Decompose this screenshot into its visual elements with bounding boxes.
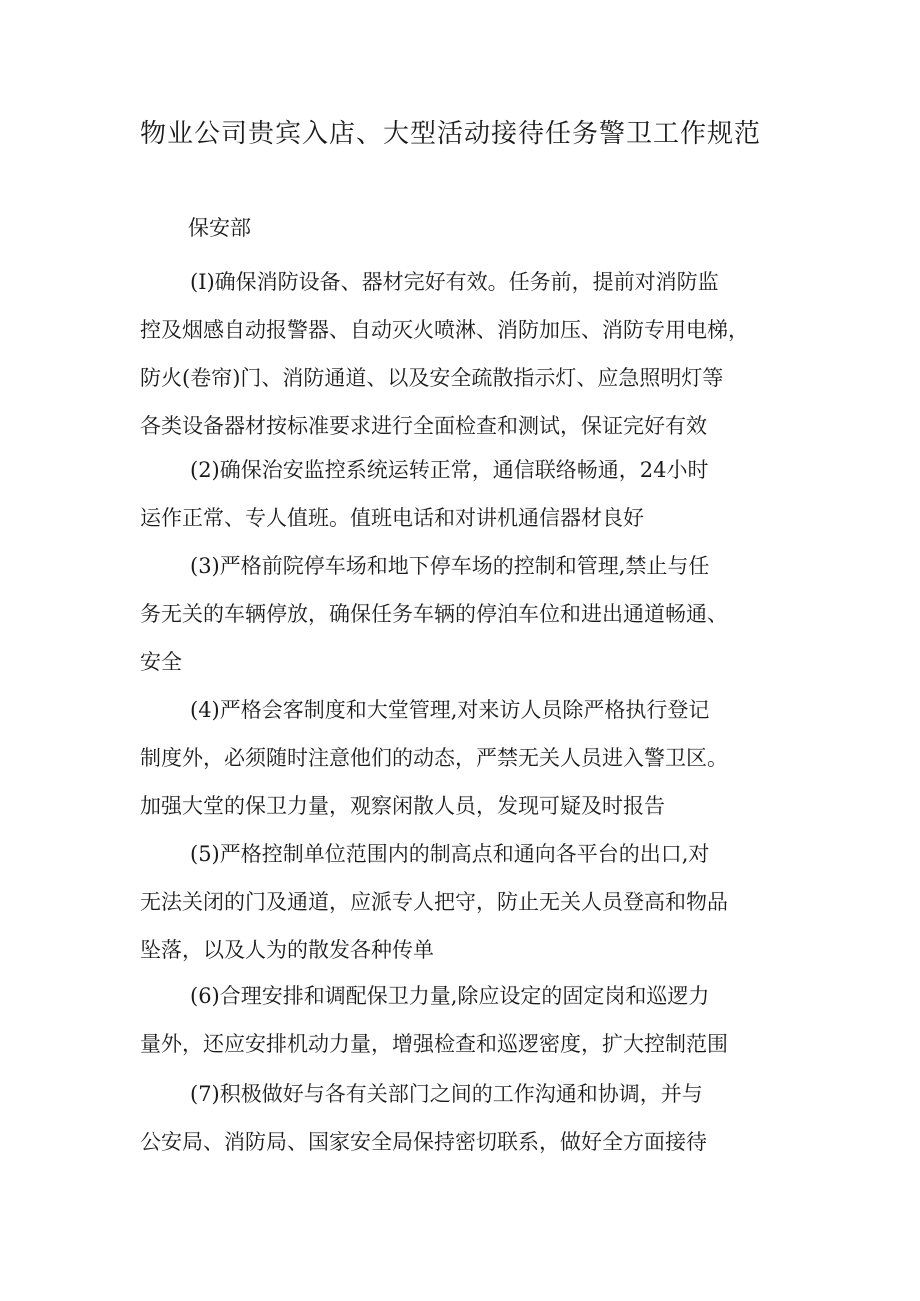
- paragraph-line: (2)确保治安监控系统运转正常，通信联络畅通，24小时: [190, 458, 709, 482]
- paragraph-3: [140, 542, 790, 686]
- paragraph-line: 防火(卷帘)门、消防通道、以及安全疏散指示灯、应急照明灯等: [140, 366, 724, 390]
- paragraph-line: 控及烟感自动报警器、自动灭火喷淋、消防加压、消防专用电梯，: [140, 318, 749, 342]
- paragraph-line: 坠落，以及人为的散发各种传单: [140, 938, 434, 962]
- paragraph-line: 各类设备器材按标准要求进行全面检查和测试，保证完好有效: [140, 414, 707, 438]
- paragraph-line: (5)严格控制单位范围内的制高点和通向各平台的出口,对: [190, 842, 710, 866]
- department-heading: 保安部: [188, 216, 251, 240]
- paragraph-line: (3)严格前院停车场和地下停车场的控制和管理,禁止与任: [190, 554, 710, 578]
- paragraph-2: [140, 446, 790, 542]
- paragraph-line: (6)合理安排和调配保卫力量,除应设定的固定岗和巡逻力: [190, 984, 710, 1008]
- paragraph-line: (4)严格会客制度和大堂管理,对来访人员除严格执行登记: [190, 698, 710, 722]
- paragraph-line: 加强大堂的保卫力量，观察闲散人员，发现可疑及时报告: [140, 794, 665, 818]
- document-title: 物业公司贵宾入店、大型活动接待任务警卫工作规范: [140, 119, 762, 149]
- paragraph-6: [140, 972, 790, 1068]
- paragraph-1: [140, 258, 790, 450]
- paragraph-line: 无法关闭的门及通道，应派专人把守，防止无关人员登高和物品: [140, 890, 728, 914]
- paragraph-line: 量外，还应安排机动力量，增强检查和巡逻密度，扩大控制范围: [140, 1032, 728, 1056]
- paragraph-5: [140, 830, 790, 974]
- paragraph-line: (I)确保消防设备、器材完好有效。任务前，提前对消防监: [190, 270, 719, 294]
- paragraph-line: 务无关的车辆停放，确保任务车辆的停泊车位和进出通道畅通、: [140, 602, 728, 626]
- paragraph-line: 公安局、消防局、国家安全局保持密切联系，做好全方面接待: [140, 1130, 707, 1154]
- paragraph-line: (7)积极做好与各有关部门之间的工作沟通和协调，并与: [190, 1082, 703, 1106]
- paragraph-line: 制度外，必须随时注意他们的动态，严禁无关人员进入警卫区。: [140, 746, 728, 770]
- paragraph-line: 运作正常、专人值班。值班电话和对讲机通信器材良好: [140, 506, 644, 530]
- paragraph-line: 安全: [140, 650, 182, 674]
- paragraph-7: [140, 1070, 790, 1166]
- paragraph-4: [140, 686, 790, 830]
